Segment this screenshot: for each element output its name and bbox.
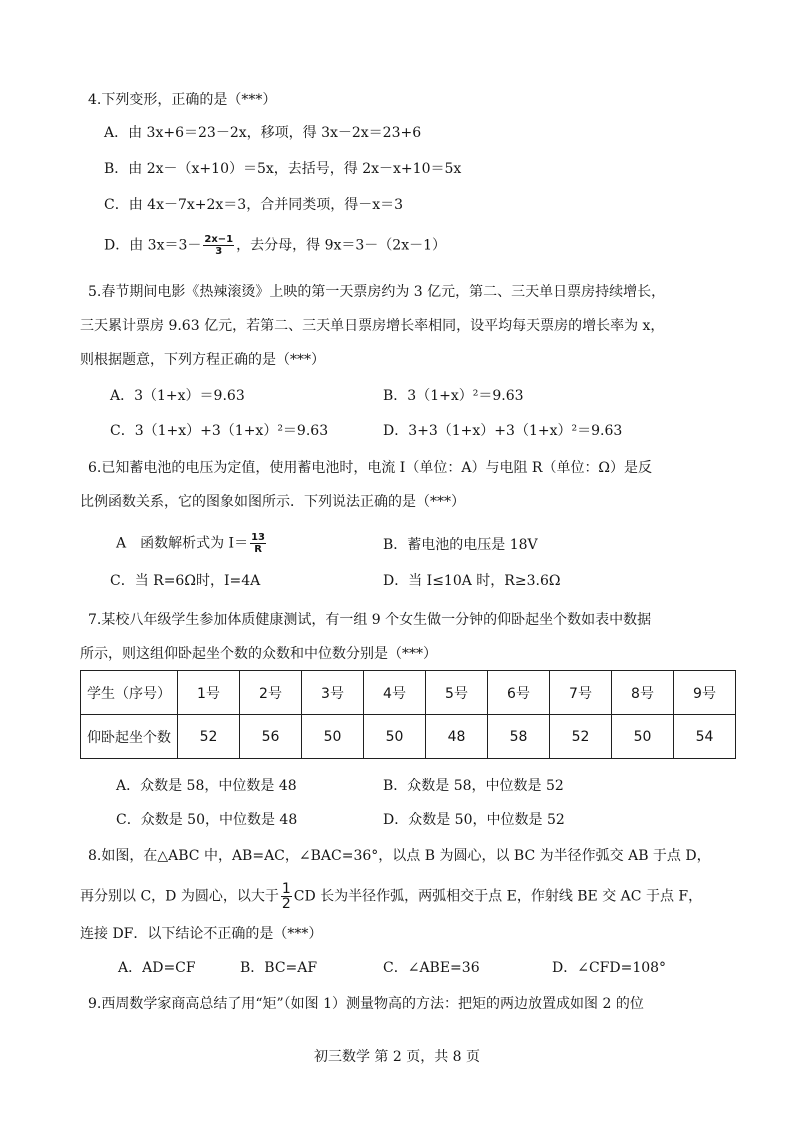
- q8-option-a: A．AD=CF: [118, 960, 196, 976]
- q4-option-d: [104, 234, 446, 257]
- q8-stem-line2-suffix: CD 长为半径作弧，两弧相交于点 E，作射线 BE 交 AC 于点 F，: [293, 888, 703, 905]
- q4-option-d-suffix: ，去分母，得 9x＝3－（2x－1）: [236, 237, 447, 254]
- q8-stem-line2-prefix: 再分别以 C，D 为圆心，以大于: [80, 888, 279, 905]
- q7-stem-line1: 7.某校八年级学生参加体质健康测试，有一组 9 个女生做一分钟的仰卧起坐个数如表中数据: [88, 612, 652, 628]
- table-cell: 2号: [240, 671, 302, 715]
- q6-option-c: C．当 R=6Ω时，I=4A: [110, 573, 261, 589]
- table-cell: 4号: [364, 671, 426, 715]
- q4-option-c: C．由 4x－7x+2x＝3，合并同类项，得－x＝3: [104, 197, 404, 213]
- q6-option-a-prefix: A 函数解析式为 I＝: [116, 535, 249, 552]
- table-cell: 52: [178, 715, 240, 759]
- q7-option-a: A．众数是 58，中位数是 48: [116, 778, 297, 794]
- table-cell: 7号: [550, 671, 612, 715]
- q6-option-a-fraction: [250, 532, 266, 555]
- q6-stem-line2: 比例函数关系，它的图象如图所示．下列说法正确的是（***）: [80, 494, 465, 510]
- q4-stem: 4.下列变形，正确的是（***）: [88, 92, 277, 108]
- fraction-numerator: 13: [251, 532, 266, 543]
- table-cell: 58: [488, 715, 550, 759]
- q4-option-d-fraction: [203, 234, 234, 257]
- fraction-denominator: 2: [281, 896, 291, 912]
- q8-stem-line3: 连接 DF．以下结论不正确的是（***）: [80, 926, 323, 942]
- q6-option-d: D．当 I≤10A 时，R≥3.6Ω: [383, 573, 561, 589]
- q5-stem-line1: 5.春节期间电影《热辣滚烫》上映的第一天票房约为 3 亿元，第二、三天单日票房持续增长，: [88, 284, 666, 300]
- q6-option-a: [116, 532, 268, 555]
- q5-stem-line2: 三天累计票房 9.63 亿元，若第二、三天单日票房增长率相同，设平均每天票房的增长率为 x，: [80, 318, 665, 334]
- q5-option-c: C．3（1+x）+3（1+x）²＝9.63: [110, 423, 329, 439]
- q4-option-a: A．由 3x+6＝23－2x，移项，得 3x－2x＝23+6: [104, 125, 422, 141]
- q7-option-d: D．众数是 50，中位数是 52: [383, 812, 565, 828]
- table-row: [81, 715, 736, 759]
- q7-stem-line2: 所示，则这组仰卧起坐个数的众数和中位数分别是（***）: [80, 646, 437, 662]
- q5-option-b: B．3（1+x）²＝9.63: [383, 388, 524, 404]
- q8-stem-line2: [80, 882, 702, 911]
- table-cell: 8号: [612, 671, 674, 715]
- table-cell: 9号: [674, 671, 736, 715]
- table-cell: 56: [240, 715, 302, 759]
- q8-stem-line1: 8.如图，在△ABC 中，AB=AC，∠BAC=36°，以点 B 为圆心，以 BC 为半径作弧交 AB 于点 D，: [88, 848, 711, 864]
- q8-option-d: D．∠CFD=108°: [552, 960, 667, 976]
- table-row-header: 学生（序号）: [81, 671, 178, 715]
- q8-option-b: B．BC=AF: [240, 960, 318, 976]
- table-cell: 3号: [302, 671, 364, 715]
- table-cell: 50: [364, 715, 426, 759]
- page-footer: 初三数学 第 2 页，共 8 页: [313, 1049, 481, 1065]
- situp-score-table: [80, 670, 736, 759]
- q7-option-c: C．众数是 50，中位数是 48: [116, 812, 298, 828]
- q5-option-d: D．3+3（1+x）+3（1+x）²＝9.63: [383, 423, 623, 439]
- q4-option-d-prefix: D．由 3x＝3－: [104, 237, 202, 254]
- fraction-numerator: 2x−1: [204, 234, 234, 245]
- table-cell: 50: [612, 715, 674, 759]
- table-cell: 6号: [488, 671, 550, 715]
- q5-stem-line3: 则根据题意，下列方程正确的是（***）: [80, 352, 325, 368]
- q4-option-b: B．由 2x－（x+10）＝5x，去括号，得 2x－x+10＝5x: [104, 161, 462, 177]
- fraction-numerator: 1: [281, 881, 291, 897]
- table-cell: 48: [426, 715, 488, 759]
- q9-stem-line1: 9.西周数学家商高总结了用“矩”（如图 1）测量物高的方法：把矩的两边放置成如图 2 的位: [88, 996, 644, 1012]
- q7-option-b: B．众数是 58，中位数是 52: [383, 778, 564, 794]
- table-cell: 50: [302, 715, 364, 759]
- fraction-denominator: 3: [215, 246, 223, 257]
- table-cell: 54: [674, 715, 736, 759]
- q5-option-a: A．3（1+x）＝9.63: [110, 388, 245, 404]
- fraction-denominator: R: [254, 544, 262, 555]
- q8-option-c: C．∠ABE=36: [383, 960, 480, 976]
- q8-half-fraction: [281, 882, 292, 911]
- q6-stem-line1: 6.已知蓄电池的电压为定值，使用蓄电池时，电流 I（单位：A）与电阻 R（单位：Ω）是反: [88, 460, 653, 476]
- table-cell: 52: [550, 715, 612, 759]
- q6-option-b: B．蓄电池的电压是 18V: [383, 537, 538, 553]
- table-cell: 1号: [178, 671, 240, 715]
- table-cell: 5号: [426, 671, 488, 715]
- table-row-header: 仰卧起坐个数: [81, 715, 178, 759]
- table-row: [81, 671, 736, 715]
